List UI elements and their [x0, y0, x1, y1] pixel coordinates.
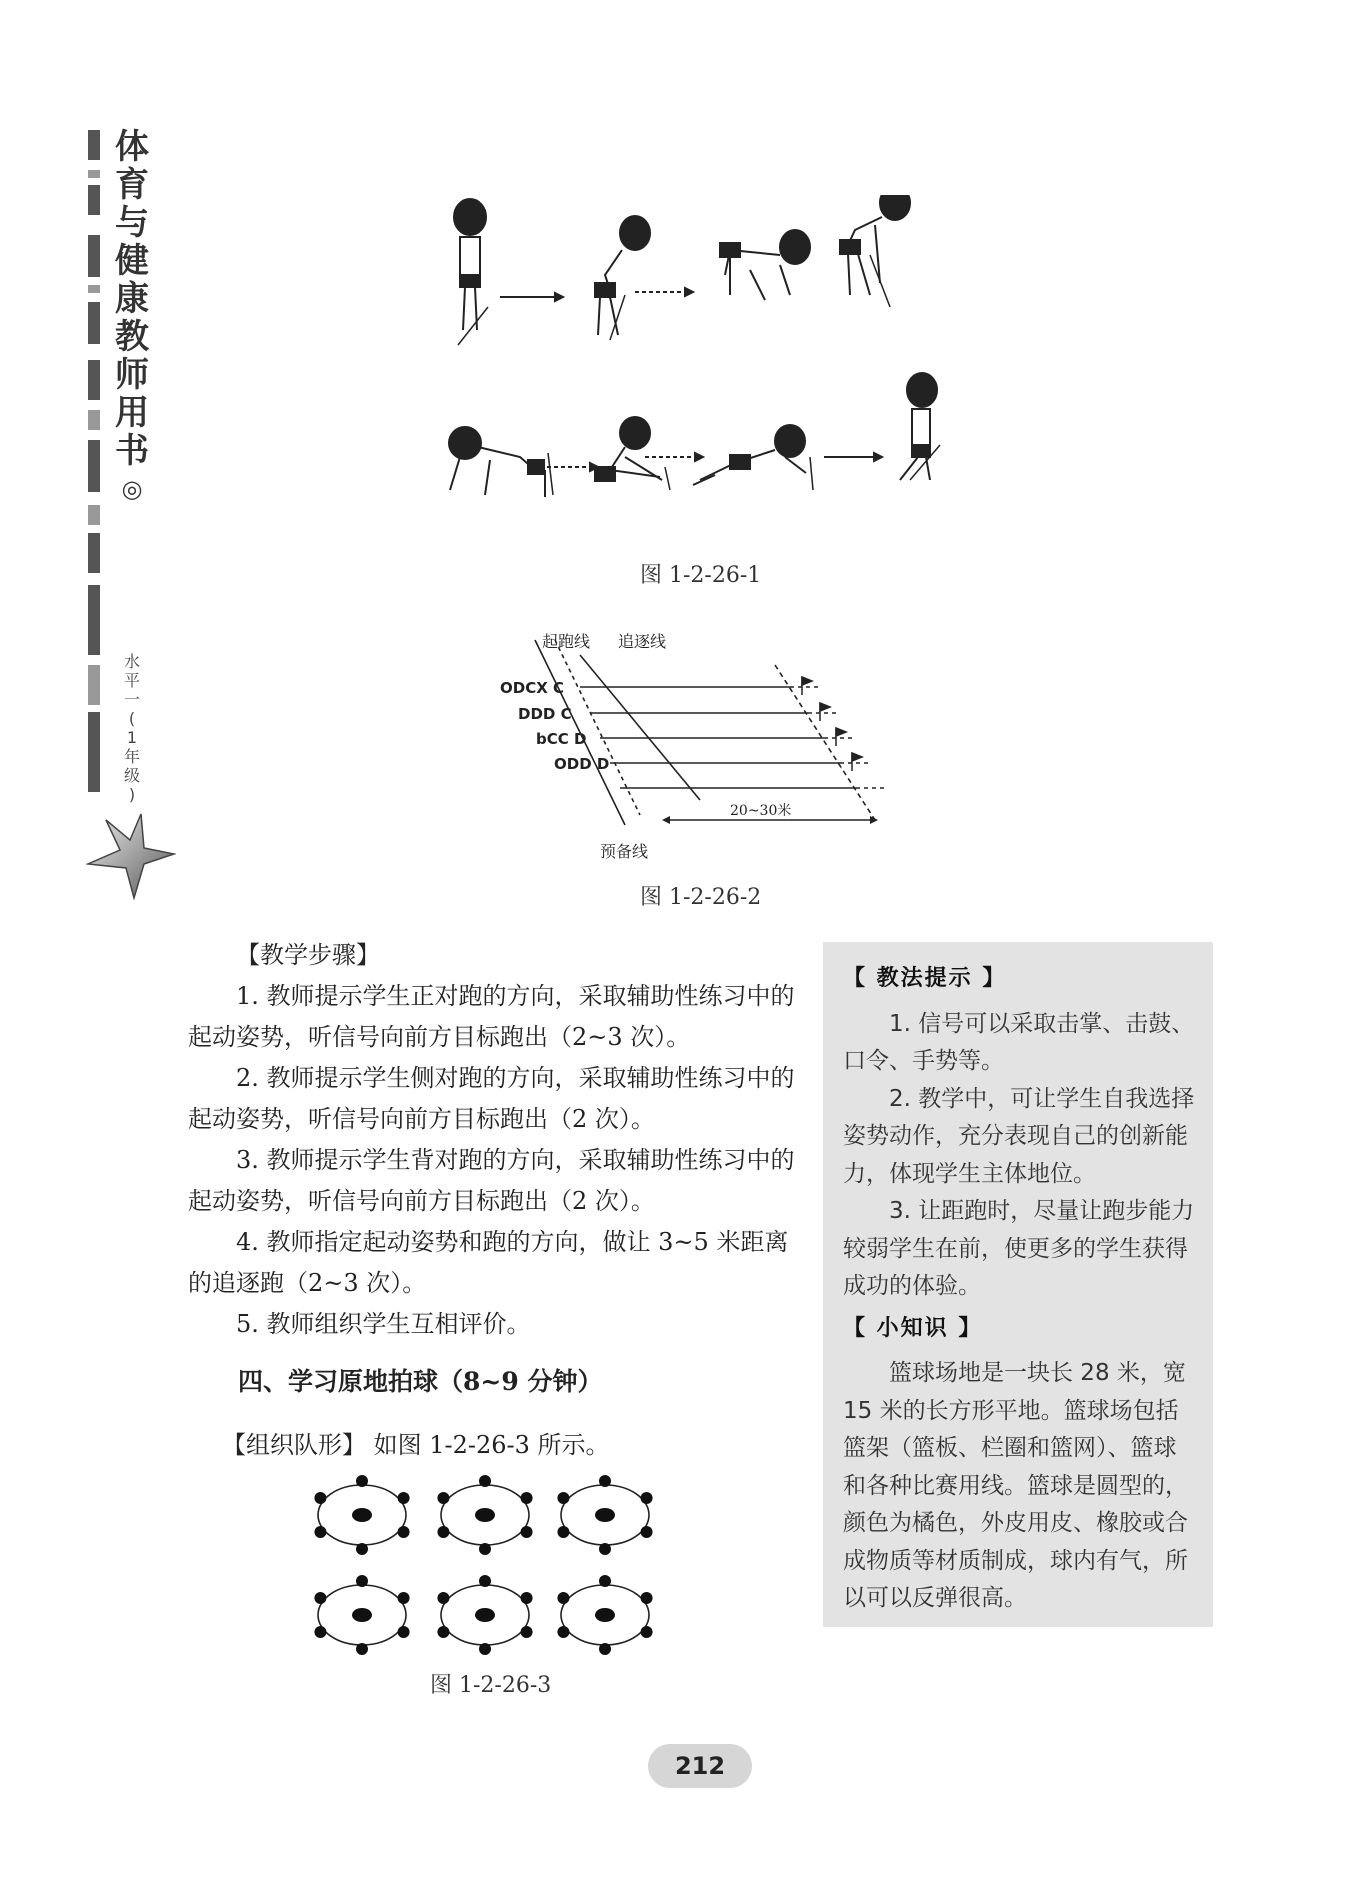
- student-marker: [437, 1626, 449, 1638]
- teacher-marker: [595, 1508, 615, 1522]
- teacher-marker: [595, 1608, 615, 1622]
- star-icon: [86, 812, 176, 900]
- runner-row-3: bCC D: [536, 730, 587, 748]
- student-marker: [356, 1543, 368, 1555]
- student-marker: [356, 1575, 368, 1587]
- child-kneeling-figure: [449, 427, 553, 497]
- student-marker: [479, 1643, 491, 1655]
- figure-1-starting-postures: [430, 195, 970, 545]
- child-crouching-figure: [720, 230, 810, 300]
- teacher-marker: [475, 1508, 495, 1522]
- ready-line-label: 预备线: [600, 842, 649, 861]
- student-marker: [521, 1526, 533, 1538]
- child-standing-figure: [454, 199, 488, 345]
- figure-3-formation: [300, 1460, 670, 1660]
- student-marker: [479, 1575, 491, 1587]
- formation-group: [557, 1575, 652, 1655]
- step-item: 2. 教师提示学生侧对跑的方向，采取辅助性练习中的起动姿势，听信号向前方目标跑出（2 次）。: [188, 1064, 795, 1133]
- student-marker: [557, 1526, 569, 1538]
- student-marker: [641, 1492, 653, 1504]
- student-marker: [599, 1575, 611, 1587]
- student-marker: [479, 1475, 491, 1487]
- knowledge-title: 【 小知识 】: [843, 1315, 983, 1341]
- child-bending-figure: [840, 195, 910, 307]
- formation-group: [314, 1475, 409, 1555]
- student-marker: [437, 1592, 449, 1604]
- teaching-tips-box: [823, 942, 1213, 1627]
- section-heading: 四、学习原地拍球（8~9 分钟）: [238, 1367, 603, 1396]
- student-marker: [356, 1475, 368, 1487]
- grade-level-vertical: 水 平 一 ( 1 年 级 ): [123, 652, 140, 804]
- student-marker: [356, 1643, 368, 1655]
- student-marker: [557, 1592, 569, 1604]
- formation-group: [437, 1575, 532, 1655]
- teacher-marker: [352, 1508, 372, 1522]
- student-marker: [521, 1592, 533, 1604]
- figure-2-running-lanes: [490, 625, 910, 865]
- student-marker: [314, 1626, 326, 1638]
- book-title-vertical: 体 育 与 健 康 教 师 用 书 ◎: [115, 127, 149, 503]
- tips-title: 【 教法提示 】: [843, 966, 1007, 991]
- student-marker: [521, 1492, 533, 1504]
- student-marker: [398, 1526, 410, 1538]
- step-item: 5. 教师组织学生互相评价。: [236, 1310, 531, 1338]
- formation-group: [557, 1475, 652, 1555]
- student-marker: [437, 1526, 449, 1538]
- tip-item: 2. 教学中，可让学生自我选择姿势动作，充分表现自己的创新能力，体现学生主体地位。: [843, 1085, 1195, 1187]
- student-marker: [599, 1475, 611, 1487]
- organization-formation: 【组织队形】 如图 1-2-26-3 所示。: [222, 1431, 610, 1459]
- student-marker: [641, 1592, 653, 1604]
- student-marker: [437, 1492, 449, 1504]
- figure-3-caption: 图 1-2-26-3: [430, 1673, 552, 1698]
- runner-row-2: DDD C: [518, 705, 572, 723]
- student-marker: [521, 1626, 533, 1638]
- child-leaning-figure: [595, 216, 650, 340]
- child-rising-figure: [900, 373, 940, 480]
- student-marker: [314, 1592, 326, 1604]
- runner-row-1: ODCX C: [500, 679, 565, 697]
- chase-line-label: 追逐线: [618, 632, 667, 651]
- distance-label: 20~30米: [730, 803, 792, 819]
- teaching-steps: [188, 935, 798, 1345]
- step-item: 3. 教师提示学生背对跑的方向，采取辅助性练习中的起动姿势，听信号向前方目标跑出（2 次）。: [188, 1146, 795, 1215]
- student-marker: [479, 1543, 491, 1555]
- figure-2-caption: 图 1-2-26-2: [640, 885, 762, 910]
- start-line-label: 起跑线: [542, 632, 591, 651]
- student-marker: [314, 1492, 326, 1504]
- teacher-marker: [352, 1608, 372, 1622]
- formation-group: [437, 1475, 532, 1555]
- figure-1-caption: 图 1-2-26-1: [640, 563, 762, 588]
- student-marker: [599, 1543, 611, 1555]
- student-marker: [398, 1592, 410, 1604]
- steps-title: 【教学步骤】: [236, 941, 380, 969]
- child-lying-figure: [693, 425, 813, 490]
- runner-row-4: ODD D: [554, 755, 610, 773]
- student-marker: [641, 1526, 653, 1538]
- page-number: 212: [648, 1744, 752, 1788]
- student-marker: [641, 1626, 653, 1638]
- student-marker: [314, 1526, 326, 1538]
- step-item: 1. 教师提示学生正对跑的方向，采取辅助性练习中的起动姿势，听信号向前方目标跑出（2~3 次）。: [188, 982, 795, 1051]
- knowledge-text: 篮球场地是一块长 28 米，宽 15 米的长方形平地。篮球场包括篮架（篮板、栏圈和篮网）、篮球和各种比赛用线。篮球是圆型的，颜色为橘色，外皮用皮、橡胶或合成物质等材质制成，球内有气，所以可以反弹很高。: [843, 1360, 1188, 1611]
- child-squatting-figure: [595, 417, 670, 490]
- tip-item: 1. 信号可以采取击掌、击鼓、口令、手势等。: [843, 1010, 1195, 1074]
- formation-group: [314, 1575, 409, 1655]
- student-marker: [599, 1643, 611, 1655]
- student-marker: [557, 1492, 569, 1504]
- student-marker: [398, 1492, 410, 1504]
- teacher-marker: [475, 1608, 495, 1622]
- step-item: 4. 教师指定起动姿势和跑的方向，做让 3~5 米距离的追逐跑（2~3 次）。: [188, 1228, 789, 1297]
- tip-item: 3. 让距跑时，尽量让跑步能力较弱学生在前，使更多的学生获得成功的体验。: [843, 1198, 1195, 1299]
- student-marker: [398, 1626, 410, 1638]
- student-marker: [557, 1626, 569, 1638]
